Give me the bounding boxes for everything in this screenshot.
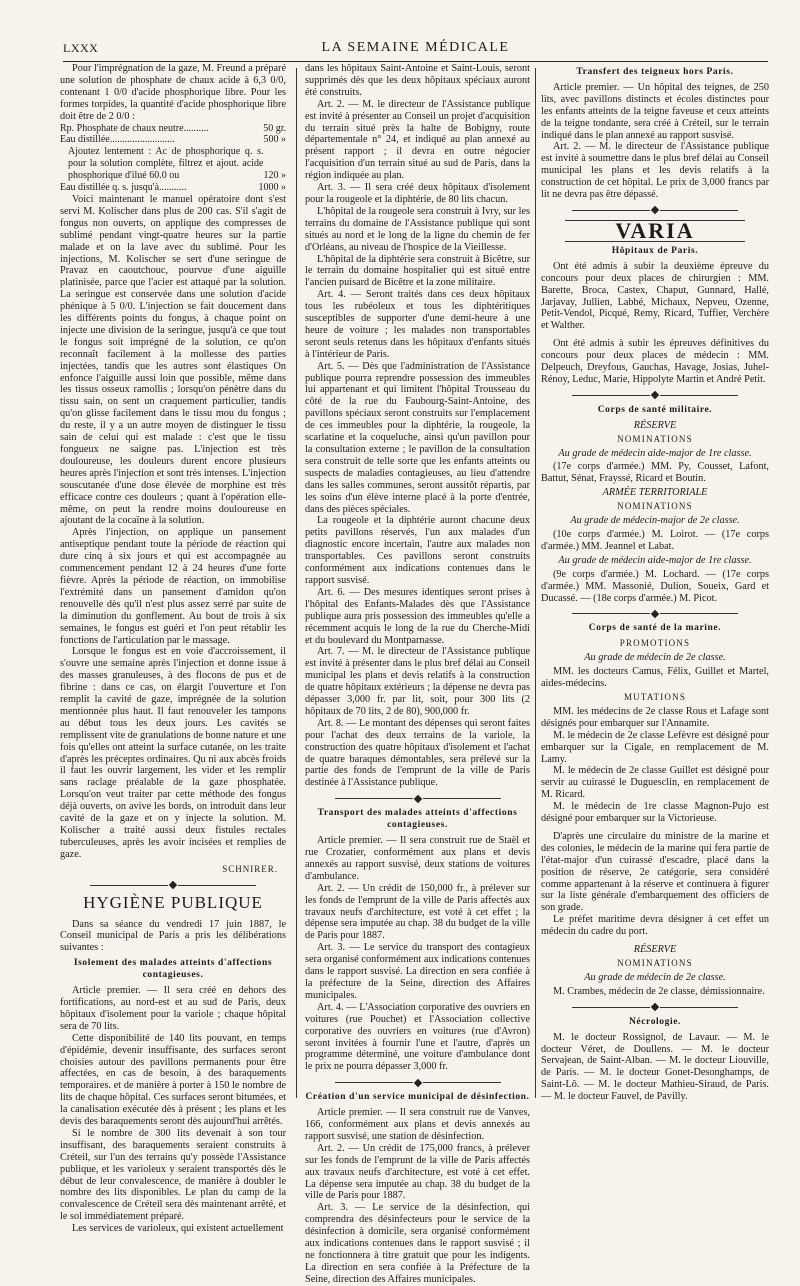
formula-line <box>60 146 286 182</box>
paragraph: (17e corps d'armée.) MM. Py, Cousset, Lafont, Battut, Sénat, Frayssé, Ricard et Boutin. <box>541 461 769 485</box>
paragraph: Art. 3. — Le service de la désinfection, qui comprendra des désinfecteurs pour le service de la désinfection à domicile, sera organisé conformément aux indications contenues dans le rapport susvisé ; il ne fonctionnera à titre gratuit que pour les indigents. La direction en sera confiée à la Préfecture de la Seine, direction des Affaires municipales. <box>305 1202 530 1285</box>
paragraph: Article premier. — Il sera créé en dehors des fortifications, au nord-est et au sud de Paris, deux hôpitaux d'isolement pour la variole ; chaque hôpital sera de 70 lits. <box>60 985 286 1032</box>
paragraph: Art. 3. — Le service du transport des contagieux sera organisé conformément aux indications contenues dans le rapport susvisé. La direction en sera confiée à la préfecture de la Seine, direction des Affaires municipales. <box>305 942 530 1001</box>
subheading: PROMOTIONS <box>619 638 691 649</box>
grade-heading: Au grade de médecin aide-major de 1re classe. <box>558 447 752 459</box>
formula-item: Eau distillée.......................... <box>60 134 175 146</box>
paragraph: La rougeole et la diphtérie auront chacune deux petits pavillons réservés, l'un aux malades d'un diagnostic encore incertain, l'autre aux malades non transportables. Ces pavillons seront construits conformément aux indications contenues dans le rapport susvisé. <box>305 515 530 586</box>
subheading: RÉSERVE <box>633 944 677 956</box>
paragraph: Art. 2. — Un crédit de 150,000 fr., à prélever sur les fonds de l'emprunt de la ville de Paris affectés aux travaux neufs d'architecture, est voté à cet effet ; la dépense sera imputée au chap. 38 du budget de la ville de Paris pour 1887. <box>305 882 530 942</box>
subsection-heading: Création d'un service municipal de désinfection. <box>305 1092 530 1103</box>
grade-heading: Au grade de médecin-major de 2e classe. <box>570 515 740 527</box>
subsection-heading: Corps de santé de la marine. <box>588 623 722 634</box>
ornament-separator <box>541 392 769 399</box>
grade-heading: Au grade de médecin aide-major de 1re classe. <box>558 554 752 566</box>
subsection-heading: Nécrologie. <box>628 1016 682 1027</box>
paragraph: Dans sa séance du vendredi 17 juin 1887, le Conseil municipal de Paris a pris les délibérations suivantes : <box>60 918 286 954</box>
paragraph: M. le médecin de 2e classe Lefèvre est désigné pour embarquer sur la Cigale, en remplacement de M. Lamy. <box>541 729 769 765</box>
subsection-heading: Hôpitaux de Paris. <box>611 245 699 256</box>
paragraph: Article premier. — Un hôpital des teignes, de 250 lits, avec pavillons distincts et écoles distinctes pour les enfants atteints de la teigne faveuse et ceux atteints de la teigne tondante, sera créé à Créteil, sur le terrain indiqué dans le plan annexé au rapport susvisé. <box>541 81 769 141</box>
paragraph: Lorsque le fongus est en voie d'accroissement, il s'ouvre une semaine après l'injection et donne issue à des masses granuleuses, à des flocons de pus et de fibrine : dans ce cas, on élargit l'ouverture et l'on remplit la cavité de gaze, imprégnée de la solution mentionnée plus haut. Il faut renouveler les tampons au début tous les deux jours. Les cavités se remplissent vite de granulations de bonne nature et une fois qu'elles ont atteint la surface cutanée, on les traite d'après les préceptes ordinaires. Qu ni aux abcès froids il faut les ouvrir largement, les vider et les remplir sans raclage préalable de la gaze phosphatée. Lorsqu'on veut traiter par cette méthode des fongus déjà ouverts, on avive les bords, on introduit dans leur cavité de la gaze et on y injecte la solution. M. Kolischer a traité aussi deux fistules rectales tuberculeuses, après les avoir incisées et remplies de gaze. <box>60 646 287 860</box>
paragraph: Art. 4. — L'Association corporative des ouvriers en voitures (rue Pouchet) et l'Association collective corporative des ouvriers en voitures (rue d'Avron) seront invitées à fournir l'une et l'autre, d'après un programme déterminé, une voiture d'ambulance dont le prix ne pourra dépasser 3,000 fr. <box>305 1001 530 1073</box>
section-title: HYGIÈNE PUBLIQUE <box>83 892 263 912</box>
page-header <box>63 39 768 62</box>
subsection-heading: Isolement des malades atteints d'affections contagieuses. <box>73 958 273 981</box>
paragraph: Ont été admis à subir les épreuves définitives du concours pour deux places de médecin : MM. Delpeuch, Dreyfous, Gauchas, Havage, Josias, Juhel-Rénoy, Leduc, Marie, Hippolyte Martin et André Petit. <box>541 338 769 385</box>
paragraph: L'hôpital de la diphtérie sera construit à Bicêtre, sur le terrain du domaine hospitalier qui est situé entre l'ancien puisard de Bicêtre et la zone militaire. <box>305 253 530 289</box>
paragraph: L'hôpital de la rougeole sera construit à Ivry, sur les terrains du domaine de l'Assistance publique qui sont situés au nord et le long de la ligne du chemin de fer d'Orléans, au niveau de l'hospice de la Vieillesse. <box>305 205 530 253</box>
paragraph: Le préfet maritime devra désigner à cet effet un médecin du cadre du port. <box>541 914 769 938</box>
page-number: LXXX <box>63 41 99 55</box>
subheading: ARMÉE TERRITORIALE <box>602 487 708 499</box>
formula-line <box>60 182 286 194</box>
subheading: NOMINATIONS <box>617 433 693 444</box>
paragraph: Cette disponibilité de 140 lits pouvant, en temps d'épidémie, devenir insuffisante, des surfaces seront choisies autour des pavillons permanents pour être affectées, en cas de besoin, à des baraquements temporaires. et de manière à porter à 150 le nombre de lits de chaque hôpital. Ces surfaces seront bitumées, et la canalisation exécutée dès à présent ; les plans et les devis des baraquements seront dès aujourd'hui arrêtés. <box>60 1032 286 1128</box>
paragraph: Art. 2. — M. le directeur de l'Assistance publique est invité à soumettre dans le plus bref délai au Conseil municipal les plans et les devis relatifs à la construction de cet hôpital. Le prix de 3,000 francs par lit ne devra pas être dépassé. <box>541 141 769 201</box>
paragraph: D'après une circulaire du ministre de la marine et des colonies, le médecin de la marine qui fera partie de l'état-major d'un cuirassé d'escadre, placé dans la position de réserve, 2e catégorie, sera considéré comme appartenant à la réserve et continuera à figurer sur la liste générale d'embarquement des officiers de son grade. <box>541 830 769 914</box>
formula-line <box>60 123 286 135</box>
paragraph: Article premier. — Il sera construit rue de Staël et rue Crozatier, conformément aux plans et devis annexés au rapport susvisé, deux stations de voitures d'ambulance. <box>305 835 530 882</box>
paragraph: (10e corps d'armée.) M. Loirot. — (17e corps d'armée.) MM. Jeannel et Labat. <box>541 529 769 552</box>
formula-value: 1000 » <box>258 182 286 194</box>
subheading: MUTATIONS <box>623 691 687 702</box>
ornament-separator <box>541 207 769 214</box>
paragraph: Art. 2. — Un crédit de 175,000 francs, à prélever sur les fonds de l'emprunt de la ville de Paris affectés aux travaux neufs d'architecture, est voté à cet effet. La dépense sera imputée au chap. 38 du budget de la ville de Paris pour 1887. <box>305 1142 530 1202</box>
formula-line <box>60 134 286 146</box>
ornament-separator <box>60 882 286 889</box>
column-3 <box>541 63 769 1103</box>
column-rule-1 <box>296 68 297 1098</box>
formula-value: 120 » <box>263 170 286 182</box>
formula-item: Eau distillée q. s. jusqu'à........... <box>60 182 187 194</box>
paragraph: Art. 5. — Dès que l'administration de l'Assistance publique pourra reprendre possession des immeubles lui appartenant et qui limitent l'hôpital Trousseau du côté de la rue du Faubourg-Saint-Antoine, des pavillons spéciaux seront construits sur l'emplacement de ces immeubles pour la diphtérie, la rougeole, la scarlatine et la coqueluche, ainsi qu'un pavillon pour la consultation externe ; le pavillon de la consultation sera construit de telle sorte que les enfants atteints ou suspects de maladies contagieuses, au lieu d'attendre dans les salles communes, seront aussitôt répartis, par les soins d'un élève interne placé à la porte d'entrée, dans des pièces spéciales. <box>305 360 530 515</box>
paragraph: Les services de varioleux, qui existent actuellement <box>72 1223 284 1235</box>
formula-item: Rp. Phosphate de chaux neutre.......... <box>60 122 209 134</box>
paragraph: Après l'injection, on applique un pansement antiseptique pendant toute la période de réaction qui dure cinq à six jours et qui est accompagnée au commencement pendant 12 à 24 heures d'une forte fièvre. Après la période de réaction, on immobilise l'extrémité dans un pansement d'amidon qu'on renouvelle dès qu'il n'est plus assez serré par suite de la diminution du gonflement. Au bout de trois à six semaines, le fongus est guéri et l'on peut rétablir les fonctions de l'articulation par le massage. <box>60 527 286 646</box>
column-rule-2 <box>535 68 536 1098</box>
formula <box>60 123 286 194</box>
paragraph: Ont été admis à subir la deuxième épreuve du concours pour deux places de chirurgien : MM. Barette, Broca, Castex, Chaput, Gunnard, Hallé, Jarjavay, Jullien, Labbé, Michaux, Nepveu, Ozenne, Petit-Vendol, Picqué, Remy, Ricard, Tuffier, Verchère et Walther. <box>541 260 769 332</box>
paragraph: M. Crambes, médecin de 2e classe, démissionnaire. <box>553 985 765 997</box>
paragraph: M. le docteur Rossignol, de Lavaur. — M. le docteur Véret, de Doullens. — M. le docteur Servajean, de Saint-Alban. — M. le docteur Liouville, de Paris. — M. le docteur Gonet-Desonghamps, de Saint-Lô. — M. le docteur Mathieu-Siraud, de Paris. — M. le docteur Fauvel, de Pavilly. <box>541 1031 769 1103</box>
grade-heading: Au grade de médecin de 2e classe. <box>584 971 726 983</box>
paragraph: Si le nombre de 300 lits devenait à son tour insuffisant, des baraquements seraient construits à Créteil, sur l'un des terrains qu'y possède l'Assistance publique, et les varioleux y seraient transportés dès le début de leur convalescence, de manière à doubler le nombre des lits disponibles. Le plan du camp de la convalescence de Créteil sera dès maintenant arrêté, et le sol immédiatement préparé. <box>60 1127 286 1223</box>
journal-title: LA SEMAINE MÉDICALE <box>321 40 510 55</box>
section-title: VARIA <box>565 220 745 242</box>
paragraph: dans les hôpitaux Saint-Antoine et Saint-Louis, seront supprimés dès que les deux hôpitaux spéciaux auront été construits. <box>305 63 530 98</box>
grade-heading: Au grade de médecin de 2e classe. <box>584 652 726 664</box>
subheading: NOMINATIONS <box>617 958 693 968</box>
subheading: NOMINATIONS <box>617 501 693 512</box>
formula-item: Ajoutez lentement : Ac de phosphorique q. s. pour la solution complète, filtrez et ajout. acide phosphorique d'ilué 60.0 ou <box>68 146 264 182</box>
paragraph: M. le médecin de 1re classe Magnon-Pujo est désigné pour embarquer sur la Victorieuse. <box>541 801 769 825</box>
ornament-separator <box>541 1004 769 1011</box>
subheading: RÉSERVE <box>633 419 677 431</box>
ornament-separator <box>305 795 530 802</box>
ornament-separator <box>541 610 769 617</box>
paragraph: (9e corps d'armée.) M. Lochard. — (17e corps d'armée.) MM. Massonié, Dulion, Soueix, Gard et Ducassé. — (18e corps d'armée.) M. Picot. <box>541 568 769 604</box>
paragraph: Art. 6. — Des mesures identiques seront prises à l'hôpital des Enfants-Malades dès que l'Assistance publique aura pris possession des immeubles qu'elle a récemment acquis le long de la rue du Cherche-Midi et du boulevard du Montparnasse. <box>305 586 530 646</box>
subsection-heading: Corps de santé militaire. <box>597 404 713 415</box>
paragraph: Art. 4. — Seront traités dans ces deux hôpitaux tous les rubéoleux et tous les diphtéritiques susceptibles de supporter d'une demi-heure à une heure de voiture ; les malades non transportables seront seuls retenus dans les hôpitaux d'enfants situés à l'intérieur de Paris. <box>305 289 530 360</box>
paragraph: MM. les médecins de 2e classe Rous et Lafage sont désignés pour embarquer sur l'Annamite. <box>541 705 769 729</box>
paragraph: Art. 8. — Le montant des dépenses qui seront faites pour l'achat des deux terrains de la variole, la construction des quatre hôpitaux d'isolement et l'achat de quatre baraques démontables, sera prélevé sur la partie des fonds de l'emprunt de la ville de Paris destinée à l'Assistance publique. <box>305 717 530 789</box>
ornament-separator <box>305 1079 530 1086</box>
paragraph: Art. 7. — M. le directeur de l'Assistance publique est invité à présenter dans le plus bref délai au Conseil municipal les plans et devis relatifs à la construction de quatre hôpitaux extérieurs ; la dépense ne devra pas dépasser 3,000 fr. par lit, soit, pour 300 lits (2 hôpitaux de 70 lits, 2 de 80), 900,000 fr. <box>305 646 530 717</box>
paragraph: Voici maintenant le manuel opératoire dont s'est servi M. Kolischer dans plus de 200 cas. S'il s'agit de fongus non ouverts, on applique des compresses de sublimé pendant vingt-quatre heures sur la partie malade et on la lave avec du sublimé. Pour les injections, M. Kolischer se sert d'une seringue de Pravaz en caoutchouc, pourvue d'une aiguille platinisée, parce que l'acier est attaqué par la solution. La seringue est conservée dans une solution d'acide phénique à 5 0/0. L'injection se fait doucement dans les différents points du fongus, à chaque point on injecte une division de la seringue, jusqu'à ce que tout le fongus soit imprégné de la solution, ce qu'on reconnaît facilement à la mollesse des parties injectées, tandis que les autres sont élastiques On enfonce l'aiguille aussi loin que possible, même dans les tissus osseux ramollis ; lorsqu'on pénètre dans du tissu sain, on sent un craquement particulier, tandis qu'on glisse facilement dans le tissu mou du fongus ; du reste, il y a un autre moyen de distinguer le tissu sain de celui qui est malade : c'est que le tissu fongueux ne saigne pas. L'injection est très douloureuse, les douleurs durent encore plusieurs heures après l'injection et sont très intenses. L'injection souscutanée d'une dose élevée de morphine est très efficace contre ces douleurs ; quant à l'opération elle-même, on peut la rendre moins douloureuse en ajoutant de la cocaïne à la solution. <box>60 193 286 527</box>
paragraph: Pour l'imprégnation de la gaze, M. Freund a préparé une solution de phosphate de chaux acide à 6,3 0/0, contenant 1 0/0 d'acide phosphorique libre. Pour les formes torpides, la quantité d'acide phosphorique libre doit être de 2 0/0 : <box>60 63 286 122</box>
paragraph: MM. les docteurs Camus, Félix, Guillet et Martel, aides-médecins. <box>541 666 769 690</box>
subsection-heading: Transport des malades atteints d'affections contagieuses. <box>317 808 518 831</box>
paragraph: Art. 2. — M. le directeur de l'Assistance publique est invité à présenter au Conseil un projet d'acquisition du terrain situé près la halte de Bobigny, route départementale n° 24, et indiqué au plan annexé au présent rapport ; il devra en outre négocier l'acquisition d'un terrain situé au sud de Paris, dans la région indiquée au plan. <box>305 98 530 182</box>
paragraph: M. le médecin de 2e classe Guillet est désigné pour servir au cuirassé le Duguesclin, en remplacement de M. Ricard. <box>541 765 769 801</box>
column-1 <box>60 63 287 1235</box>
author-signature: SCHNIRER. <box>222 863 278 874</box>
paragraph: Art. 3. — Il sera créé deux hôpitaux d'isolement pour la rougeole et la diphtérie, de 80 lits chacun. <box>305 182 530 205</box>
formula-value: 500 » <box>263 134 286 146</box>
subsection-heading: Transfert des teigneux hors Paris. <box>576 67 734 77</box>
column-2 <box>305 63 530 1285</box>
formula-value: 50 gr. <box>263 122 286 134</box>
paragraph: Article premier. — Il sera construit rue de Vanves, 166, conformément aux plans et devis annexés au rapport susvisé, une station de désinfection. <box>305 1107 530 1142</box>
